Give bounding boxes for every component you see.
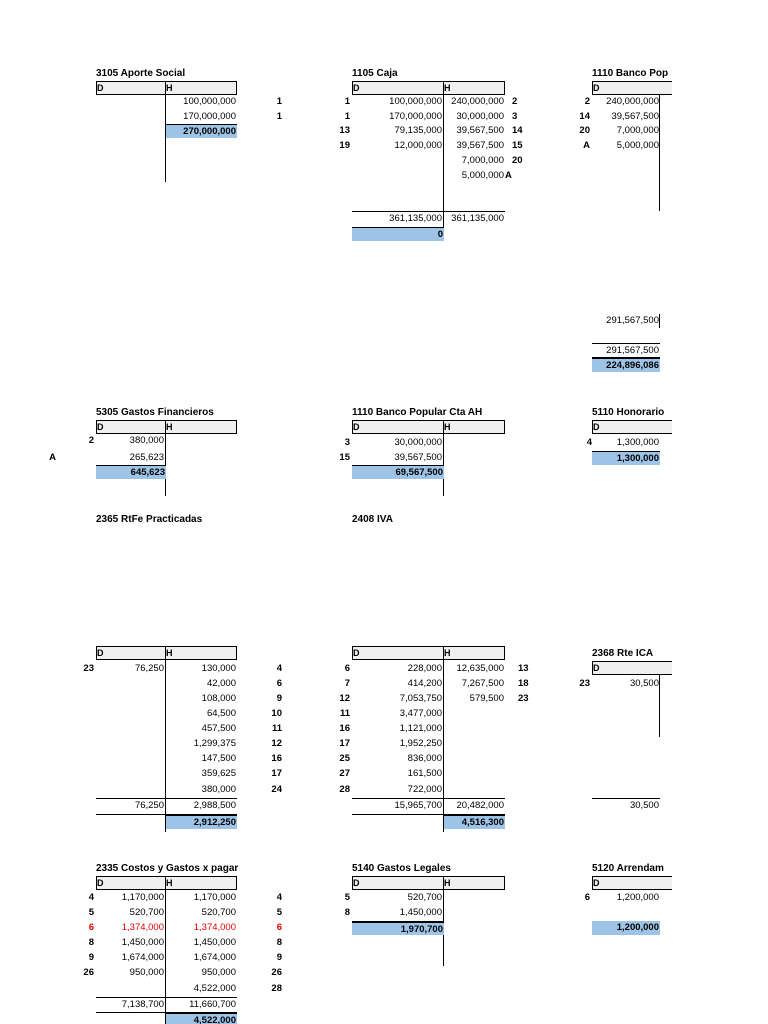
account-rtfe (83, 646, 296, 836)
account-header (592, 81, 672, 95)
debit-header: D (593, 83, 600, 93)
debit-ref: 3 (344, 437, 350, 448)
debit-ref: 5 (88, 907, 94, 918)
debit-amount: 7,000,000 (616, 125, 659, 136)
credit-amount: 42,000 (206, 678, 236, 689)
credit-amount: 579,500 (469, 693, 504, 704)
account-balance: 270,000,000 (166, 124, 237, 138)
credit-amount: 30,000,000 (456, 111, 504, 122)
debit-header: D (353, 878, 360, 888)
account-header (96, 420, 237, 434)
debit-ref: 5 (344, 892, 350, 903)
debit-amount: 161,500 (407, 768, 442, 779)
debit-ref: 6 (88, 922, 94, 933)
debit-amount: 30,000,000 (394, 437, 442, 448)
debit-amount: 240,000,000 (606, 96, 659, 107)
debit-sum: 361,135,000 (389, 213, 442, 224)
account-title: 2365 RtFe Practicadas (96, 514, 203, 525)
credit-ref: 8 (276, 937, 282, 948)
credit-ref: 16 (271, 753, 282, 764)
debit-ref: 15 (339, 452, 350, 463)
credit-sum: 2,988,500 (193, 800, 236, 811)
debit-amount: 79,135,000 (394, 125, 442, 136)
account-rte-ica (579, 648, 768, 821)
debit-header: D (97, 878, 104, 888)
debit-amount: 265,623 (129, 452, 164, 463)
credit-ref: 3 (512, 111, 518, 122)
account-title: 2368 Rte ICA (592, 648, 654, 659)
debit-sum: 291,567,500 (606, 345, 659, 356)
credit-amount: 39,567,500 (456, 125, 504, 136)
debit-amount: 1,200,000 (616, 892, 659, 903)
account-balance: 1,300,000 (592, 451, 660, 465)
credit-amount: 520,700 (201, 907, 236, 918)
debit-ref: A (49, 452, 56, 463)
account-header (592, 661, 672, 675)
account-title: 3105 Aporte Social (96, 68, 186, 79)
debit-ref: 2 (584, 96, 590, 107)
account-header (352, 81, 505, 95)
credit-amount: 1,299,375 (193, 738, 236, 749)
debit-ref: 26 (83, 967, 94, 978)
debit-amount: 30,500 (629, 678, 659, 689)
debit-header: D (97, 422, 104, 432)
credit-ref: 28 (271, 983, 282, 994)
debit-ref: 28 (339, 784, 350, 795)
account-header (592, 420, 672, 434)
credit-ref: 11 (271, 723, 282, 734)
debit-ref: 1 (344, 96, 350, 107)
credit-ref: 9 (276, 693, 282, 704)
account-balance: 4,516,300 (444, 815, 505, 829)
credit-amount: 64,500 (206, 708, 236, 719)
debit-ref: 4 (586, 437, 592, 448)
debit-sum: 76,250 (134, 800, 164, 811)
credit-header: H (166, 83, 173, 93)
debit-amount: 228,000 (407, 663, 442, 674)
debit-amount: 950,000 (129, 967, 164, 978)
credit-ref: 5 (276, 907, 282, 918)
credit-amount: 1,374,000 (193, 922, 236, 933)
credit-ref: 4 (276, 663, 282, 674)
credit-amount: 380,000 (201, 784, 236, 795)
credit-amount: 170,000,000 (183, 111, 236, 122)
account-title: 5120 Arrendam (592, 863, 664, 874)
credit-ref: 1 (276, 111, 282, 122)
account-title: 1110 Banco Popular Cta AH (352, 407, 483, 418)
account-title: 2408 IVA (352, 514, 393, 525)
credit-sum: 361,135,000 (451, 213, 504, 224)
account-balance: 2,912,250 (166, 815, 237, 829)
debit-amount: 7,053,750 (399, 693, 442, 704)
credit-sum: 11,660,700 (189, 999, 236, 1010)
debit-ref: 23 (579, 678, 590, 689)
credit-amount: 457,500 (201, 723, 236, 734)
account-caja (339, 68, 542, 241)
credit-header: H (444, 648, 451, 658)
account-header (96, 876, 237, 890)
debit-ref: 12 (339, 693, 350, 704)
account-balance: 1,970,700 (352, 921, 444, 935)
account-title: 2335 Costos y Gastos x pagar (96, 863, 239, 874)
credit-amount: 1,170,000 (193, 892, 236, 903)
account-header (352, 420, 505, 434)
debit-ref: 16 (339, 723, 350, 734)
account-title: 5140 Gastos Legales (352, 863, 451, 874)
credit-header: H (166, 422, 173, 432)
credit-amount: 950,000 (201, 967, 236, 978)
credit-amount: 130,000 (201, 663, 236, 674)
debit-header: D (353, 83, 360, 93)
credit-sum: 20,482,000 (456, 800, 504, 811)
credit-ref: 1 (276, 96, 282, 107)
debit-amount: 1,121,000 (399, 723, 442, 734)
credit-amount: 108,000 (201, 693, 236, 704)
account-banco-pop (579, 68, 768, 381)
debit-ref: 20 (579, 125, 590, 136)
debit-amount: 12,000,000 (394, 140, 442, 151)
account-header (96, 81, 237, 95)
debit-amount: 100,000,000 (389, 96, 442, 107)
credit-ref: 26 (271, 967, 282, 978)
credit-header: H (444, 83, 451, 93)
credit-amount: 12,635,000 (456, 663, 504, 674)
account-balance: 645,623 (96, 465, 166, 479)
debit-amount: 1,374,000 (121, 922, 164, 933)
debit-amount: 1,300,000 (616, 437, 659, 448)
credit-amount: 5,000,000 (461, 170, 504, 181)
debit-ref: 4 (88, 892, 94, 903)
debit-ref: 13 (339, 125, 350, 136)
credit-ref: 15 (512, 140, 523, 151)
credit-ref: 14 (512, 125, 523, 136)
account-title: 5110 Honorario (592, 407, 665, 418)
account-gastos-legales (344, 863, 512, 968)
account-honorarios (586, 407, 768, 470)
debit-ref: 2 (88, 435, 94, 446)
debit-amount: 1,674,000 (121, 952, 164, 963)
account-header (352, 646, 505, 660)
debit-amount: 3,477,000 (399, 708, 442, 719)
debit-sum: 15,965,700 (394, 800, 442, 811)
credit-ref: 20 (512, 155, 523, 166)
debit-amount: 39,567,500 (611, 111, 659, 122)
debit-header: D (593, 422, 600, 432)
credit-amount: 1,674,000 (193, 952, 236, 963)
credit-amount: 359,625 (201, 768, 236, 779)
credit-ref: 23 (518, 693, 529, 704)
credit-ref: 18 (518, 678, 529, 689)
account-balance: 224,896,086 (592, 358, 660, 372)
credit-amount: 7,000,000 (461, 155, 504, 166)
debit-amount: 76,250 (134, 663, 164, 674)
account-banco-popular-ah (339, 407, 512, 500)
debit-ref: 6 (344, 663, 350, 674)
account-header (352, 876, 505, 890)
debit-ref: A (583, 140, 590, 151)
account-balance: 69,567,500 (352, 465, 444, 479)
debit-amount: 39,567,500 (394, 452, 442, 463)
debit-amount: 414,200 (407, 678, 442, 689)
debit-header: D (593, 878, 600, 888)
debit-ref: 11 (339, 708, 350, 719)
account-gastos-financieros (49, 407, 256, 500)
debit-amount: 170,000,000 (389, 111, 442, 122)
debit-header: D (353, 648, 360, 658)
debit-ref: 25 (339, 753, 350, 764)
credit-ref: 6 (276, 678, 282, 689)
debit-ref: 7 (344, 678, 350, 689)
account-title: 5305 Gastos Financieros (96, 407, 214, 418)
credit-amount: 240,000,000 (451, 96, 504, 107)
debit-ref: 6 (584, 892, 590, 903)
account-title: 1105 Caja (352, 68, 398, 79)
credit-header: H (166, 648, 173, 658)
credit-ref: 24 (271, 784, 282, 795)
debit-header: D (97, 648, 104, 658)
account-iva (339, 646, 552, 836)
credit-ref: A (505, 170, 512, 181)
credit-amount: 147,500 (201, 753, 236, 764)
debit-amount: 1,450,000 (399, 907, 442, 918)
debit-ref: 17 (339, 738, 350, 749)
debit-amount: 1,450,000 (121, 937, 164, 948)
credit-ref: 4 (276, 892, 282, 903)
debit-header: D (353, 422, 360, 432)
credit-header: H (444, 878, 451, 888)
account-aporte-social (96, 68, 286, 191)
debit-ref: 8 (88, 937, 94, 948)
debit-header: D (593, 663, 600, 673)
credit-amount: 4,522,000 (193, 983, 236, 994)
debit-ref: 27 (339, 768, 350, 779)
account-balance: 1,200,000 (592, 921, 660, 935)
credit-header: H (444, 422, 451, 432)
credit-ref: 6 (276, 922, 282, 933)
debit-amount: 291,567,500 (606, 315, 659, 326)
debit-amount: 5,000,000 (616, 140, 659, 151)
account-balance: 0 (352, 227, 444, 241)
debit-ref: 23 (83, 663, 94, 674)
credit-ref: 12 (271, 738, 282, 749)
credit-amount: 39,567,500 (456, 140, 504, 151)
account-arrendamientos (584, 863, 768, 946)
debit-header: D (97, 83, 104, 93)
debit-amount: 1,952,250 (399, 738, 442, 749)
credit-ref: 13 (518, 663, 529, 674)
account-costos-gastos (83, 863, 296, 1024)
credit-ref: 10 (271, 708, 282, 719)
debit-ref: 1 (344, 111, 350, 122)
debit-ref: 14 (579, 111, 590, 122)
account-balance: 4,522,000 (166, 1013, 237, 1024)
debit-ref: 19 (339, 140, 350, 151)
debit-amount: 722,000 (407, 784, 442, 795)
debit-ref: 8 (344, 907, 350, 918)
debit-amount: 520,700 (407, 892, 442, 903)
debit-amount: 380,000 (129, 435, 164, 446)
credit-ref: 2 (512, 96, 518, 107)
debit-sum: 7,138,700 (121, 999, 164, 1010)
credit-amount: 100,000,000 (183, 96, 236, 107)
credit-ref: 9 (276, 952, 282, 963)
debit-amount: 1,170,000 (121, 892, 164, 903)
credit-amount: 1,450,000 (193, 937, 236, 948)
account-header (96, 646, 237, 660)
credit-header: H (166, 878, 173, 888)
credit-amount: 7,267,500 (461, 678, 504, 689)
debit-ref: 9 (88, 952, 94, 963)
account-title: 1110 Banco Pop (592, 68, 669, 79)
credit-ref: 17 (271, 768, 282, 779)
debit-amount: 520,700 (129, 907, 164, 918)
debit-sum: 30,500 (629, 800, 659, 811)
account-header (592, 876, 672, 890)
debit-amount: 836,000 (407, 753, 442, 764)
